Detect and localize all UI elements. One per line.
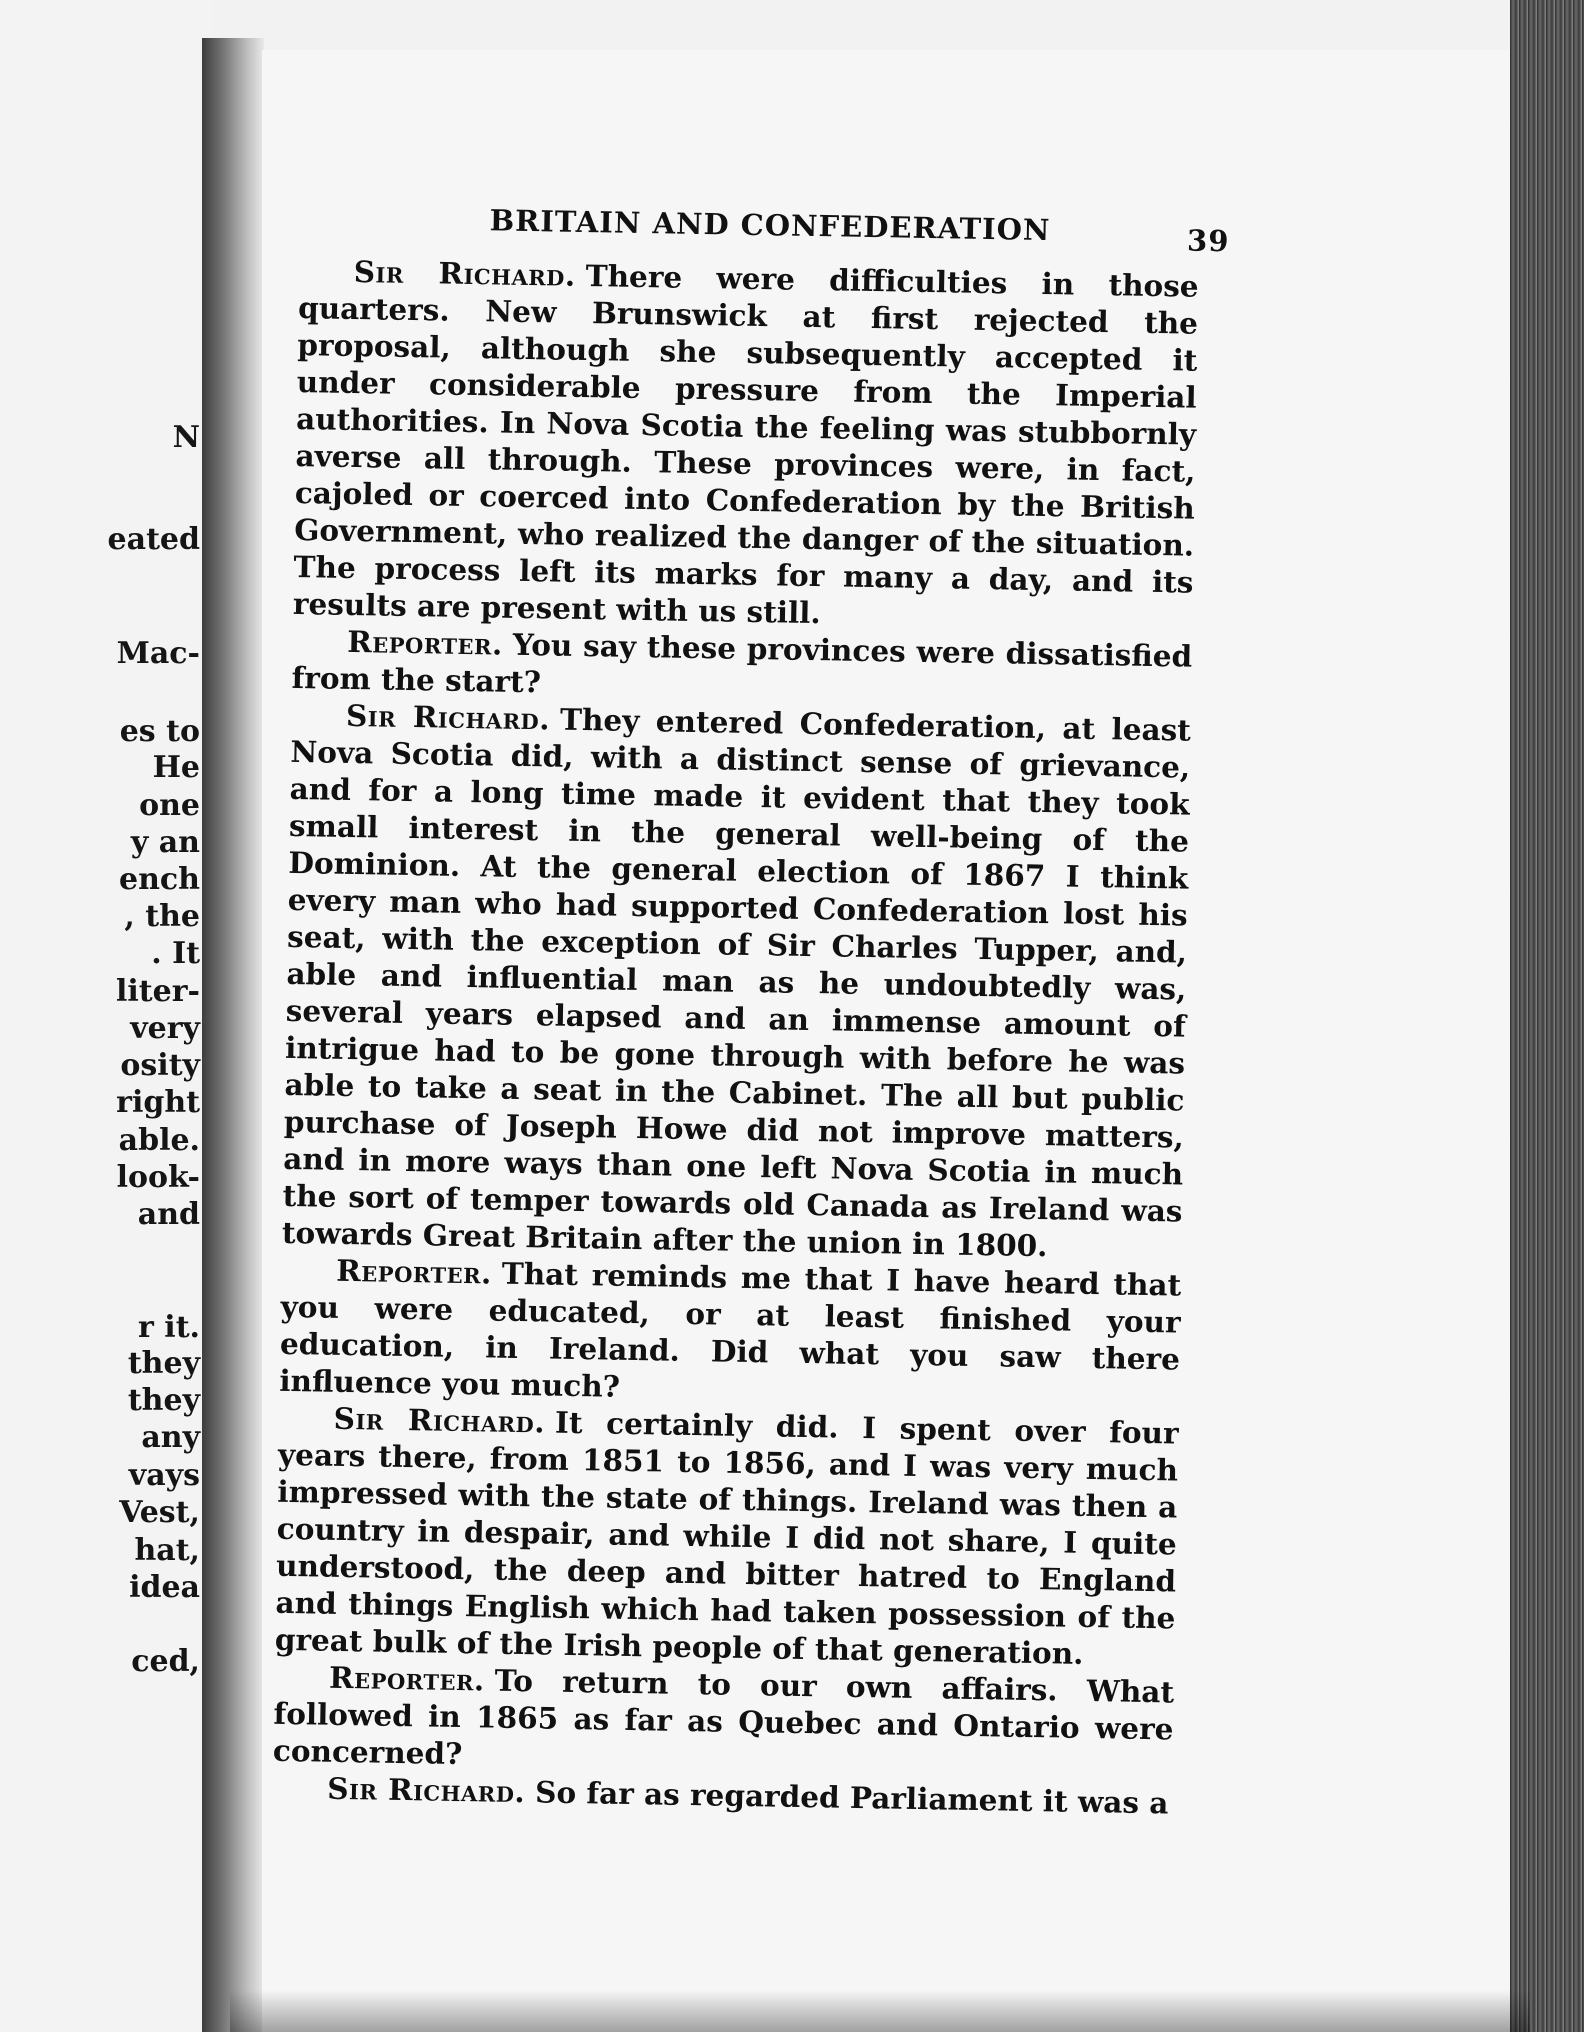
left-fragment: and [137, 1197, 200, 1232]
left-fragment: they [127, 1346, 200, 1381]
left-fragment: very [130, 1011, 200, 1046]
running-title: BRITAIN AND CONFEDERATION [489, 203, 1051, 248]
left-page [0, 0, 212, 2032]
book-gutter-shadow [202, 38, 264, 2032]
speaker-label: Sir Richard. [333, 1400, 546, 1440]
left-fragment: idea [129, 1570, 200, 1605]
paragraph [275, 1399, 1179, 1674]
speaker-label: Reporter. [346, 623, 504, 662]
paragraph [273, 1658, 1175, 1785]
left-fragment: r it. [138, 1310, 200, 1345]
left-fragment: N [172, 420, 200, 455]
left-fragment: any [141, 1420, 200, 1455]
left-fragment: one [139, 788, 200, 823]
left-fragment: hat, [134, 1533, 200, 1568]
left-fragment: He [152, 750, 200, 785]
left-fragment: eated [107, 522, 200, 557]
left-fragment: liter- [116, 974, 200, 1009]
paragraph-text: That reminds me that I have heard that you were educated, or at least finished your education, in Ireland. Did what you saw there influence you much? [279, 1255, 1182, 1404]
left-fragment: able. [118, 1123, 200, 1158]
speaker-label: Reporter. [328, 1659, 486, 1698]
page-number: 39 [1186, 223, 1230, 259]
left-fragment: right [116, 1085, 200, 1120]
paragraph-text: It certainly did. I spent over four years there, from 1851 to 1856, and I was very much impressed with the state of things. Ireland was then a country in despair, and while I did not share, I quite understood, the deep and bitter hatred to England and things English which had taken possession of the great bulk of the Irish people of that generation. [274, 1404, 1179, 1671]
left-fragment: ench [119, 862, 200, 897]
left-fragment: y an [130, 825, 200, 860]
left-fragment: osity [120, 1048, 200, 1083]
paragraph-text: To return to our own affairs. What followed in 1865 as far as Quebec and Ontario were concerned? [272, 1662, 1175, 1772]
paragraph-text: There were difficulties in those quarters. New Brunswick at first rejected the proposal, although she subsequently accepted it under considerable pressure from the Imperial authorities. In Nova Scotia the feeling was stubbornly averse all through. These provinces were, in fact, cajoled or coerced into Confederation by the British Government, who realized the danger of the situation. The process left its marks for many a day, and its results are present with us still. [292, 258, 1199, 631]
speaker-label: Sir Richard. [345, 697, 551, 737]
left-fragment: vays [128, 1458, 200, 1493]
left-fragment: . It [151, 936, 200, 971]
speaker-label: Sir Richard. [326, 1770, 526, 1810]
paragraph [279, 1251, 1181, 1415]
speaker-label: Reporter. [336, 1252, 493, 1291]
page-edges [1510, 0, 1584, 2032]
left-fragment: Vest, [119, 1495, 200, 1530]
bottom-shadow [230, 1990, 1530, 2032]
paragraph-text: You say these provinces were dissatisfied from the start? [291, 626, 1193, 700]
left-fragment: es to [119, 714, 200, 749]
left-fragment: Mac- [116, 636, 200, 671]
page-text-block [272, 200, 1230, 1821]
left-fragment: look- [116, 1160, 200, 1195]
paragraph-text: So far as regarded Parliament it was a [534, 1774, 1169, 1821]
page-body [272, 252, 1199, 1821]
paragraph-text: They entered Confederation, at least Nova Scotia did, with a distinct sense of grievance, and for a long time made it evident that they took small interest in the general well-being of the Dominion. At the general election of 1867 I think every man who had supported Confederation lost his seat, with the exception of Sir Charles Tupper, and, able and influential man as he undoubtedly was, several years elapsed and an immense amount of intrigue had to be gone through with before he was able to take a seat in the Cabinet. The all but public purchase of Joseph Howe did not improve matters, and in more ways than one left Nova Scotia in much the sort of temper towards old Canada as Ireland was towards Great Britain after the union in 1800. [281, 701, 1192, 1264]
left-fragment: , the [124, 899, 200, 934]
speaker-label: Sir Richard. [353, 253, 577, 293]
left-fragment: ced, [131, 1644, 200, 1679]
left-page-text-fragments [0, 0, 200, 2032]
paragraph [282, 696, 1192, 1267]
left-fragment: they [127, 1383, 200, 1418]
paragraph [293, 252, 1199, 638]
